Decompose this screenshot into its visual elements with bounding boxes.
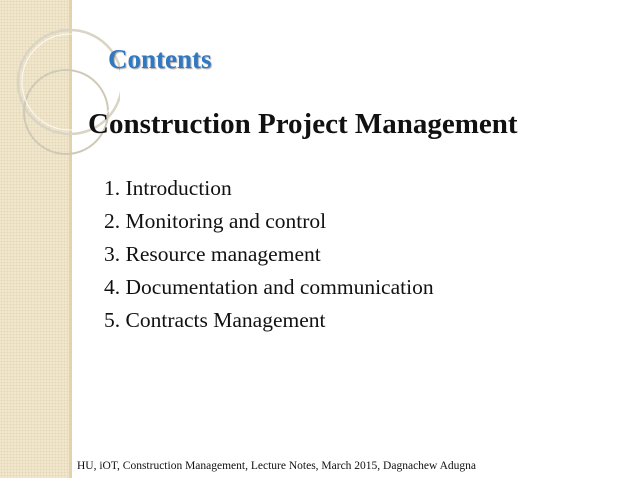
slide-footer: HU, iOT, Construction Management, Lecture Notes, March 2015, Dagnachew Adugna (77, 460, 476, 472)
slide-title: Contents (108, 44, 212, 74)
topic-item: 5. Contracts Management (104, 308, 326, 332)
slide-subtitle: Construction Project Management (88, 108, 518, 140)
topic-list (104, 172, 434, 337)
topic-item: 3. Resource management (104, 242, 321, 266)
topic-item: 2. Monitoring and control (104, 209, 327, 233)
topic-item: 4. Documentation and communication (104, 275, 434, 299)
topic-item: 1. Introduction (104, 176, 232, 200)
decorative-rings (0, 0, 120, 170)
